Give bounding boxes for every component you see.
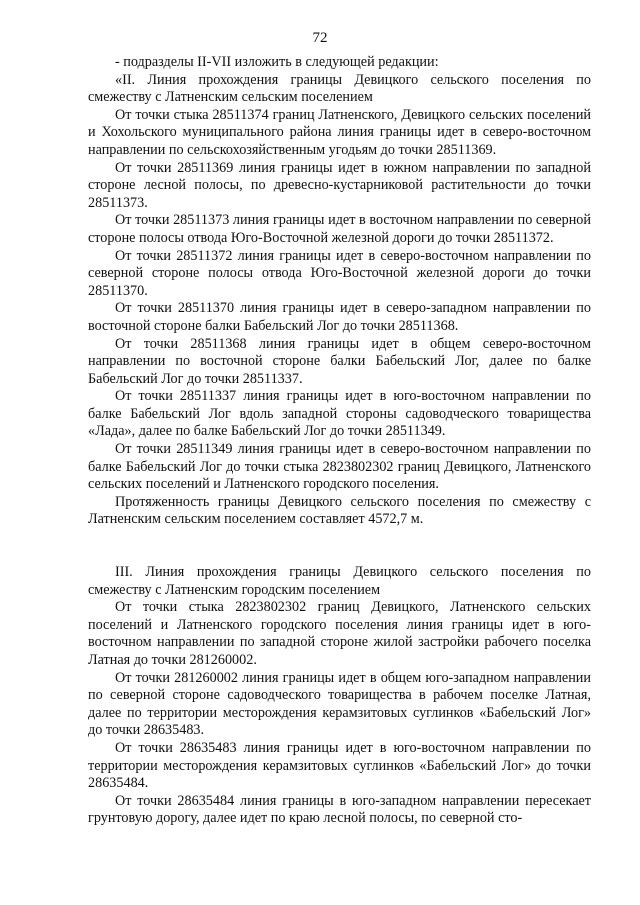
paragraph: От точки 28511370 линия границы идет в северо-западном направлении по восточной стороне балки Бабельский Лог до точки 28511368. (88, 300, 591, 334)
paragraph: От точки 28511337 линия границы идет в юго-восточном направлении по балке Бабельский Лог вдоль западной стороны садоводческого товарищества «Лада», далее по балке Бабельский Лог до точки 28511349. (88, 388, 591, 440)
section-3-heading: III. Линия прохождения границы Девицкого сельского поселения по смежеству с Латненским городским поселением (88, 564, 591, 598)
document-body (88, 54, 591, 828)
section-gap (88, 529, 591, 564)
paragraph: От точки 28511368 линия границы идет в общем северо-восточном направлении по восточной стороне балки Бабельский Лог, далее по балке Бабельский Лог до точки 28511337. (88, 335, 591, 387)
page-number: 72 (312, 30, 328, 46)
paragraph: От точки стыка 28511374 границ Латненского, Девицкого сельских поселений и Хохольского муниципального района линия границы идет в северо-восточном направлении по сельскохозяйственным угодьям до точки 28511369. (88, 106, 591, 158)
paragraph: От точки 28511372 линия границы идет в северо-восточном направлении по северной стороне полосы отвода Юго-Восточной железной дороги до точки 28511370. (88, 247, 591, 299)
paragraph: От точки 28511349 линия границы идет в северо-восточном направлении по балке Бабельский Лог до точки стыка 2823802302 границ Девицкого, Латненского сельских поселений и Латненского городского поселения. (88, 441, 591, 493)
paragraph: От точки стыка 2823802302 границ Девицкого, Латненского сельских поселений и Латненского городского поселения линия границы идет в юго-восточном направлении по западной стороне жилой застройки рабочего поселка Латная до точки 281260002. (88, 599, 591, 668)
paragraph: От точки 28511369 линия границы идет в южном направлении по западной стороне лесной полосы, по древесно-кустарниковой растительности до точки 28511373. (88, 159, 591, 211)
section-2-length-summary: Протяженность границы Девицкого сельского поселения по смежеству с Латненским сельским поселением составляет 4572,7 м. (88, 493, 591, 528)
paragraph: От точки 28635483 линия границы идет в юго-восточном направлении по территории месторождения керамзитовых суглинков «Бабельский Лог» до точки 28635484. (88, 739, 591, 792)
paragraph-amendment-intro: - подразделы II-VII изложить в следующей редакции: (115, 54, 439, 70)
paragraph: От точки 28635484 линия границы в юго-западном направлении пересекает грунтовую дорогу, далее идет по краю лесной полосы, по северной сто- (88, 792, 591, 827)
paragraph: От точки 28511373 линия границы идет в восточном направлении по северной стороне полосы отвода Юго-Восточной железной дороги до точки 28511372. (88, 212, 591, 246)
section-2-heading: «II. Линия прохождения границы Девицкого сельского поселения по смежеству с Латненским сельским поселением (88, 71, 591, 106)
paragraph: От точки 281260002 линия границы идет в общем юго-западном направлении по северной стороне садоводческого товарищества в рабочем поселке Латная, далее по территории месторождения керамзитовых суглинков «Бабельский Лог» до точки 28635483. (88, 669, 591, 739)
